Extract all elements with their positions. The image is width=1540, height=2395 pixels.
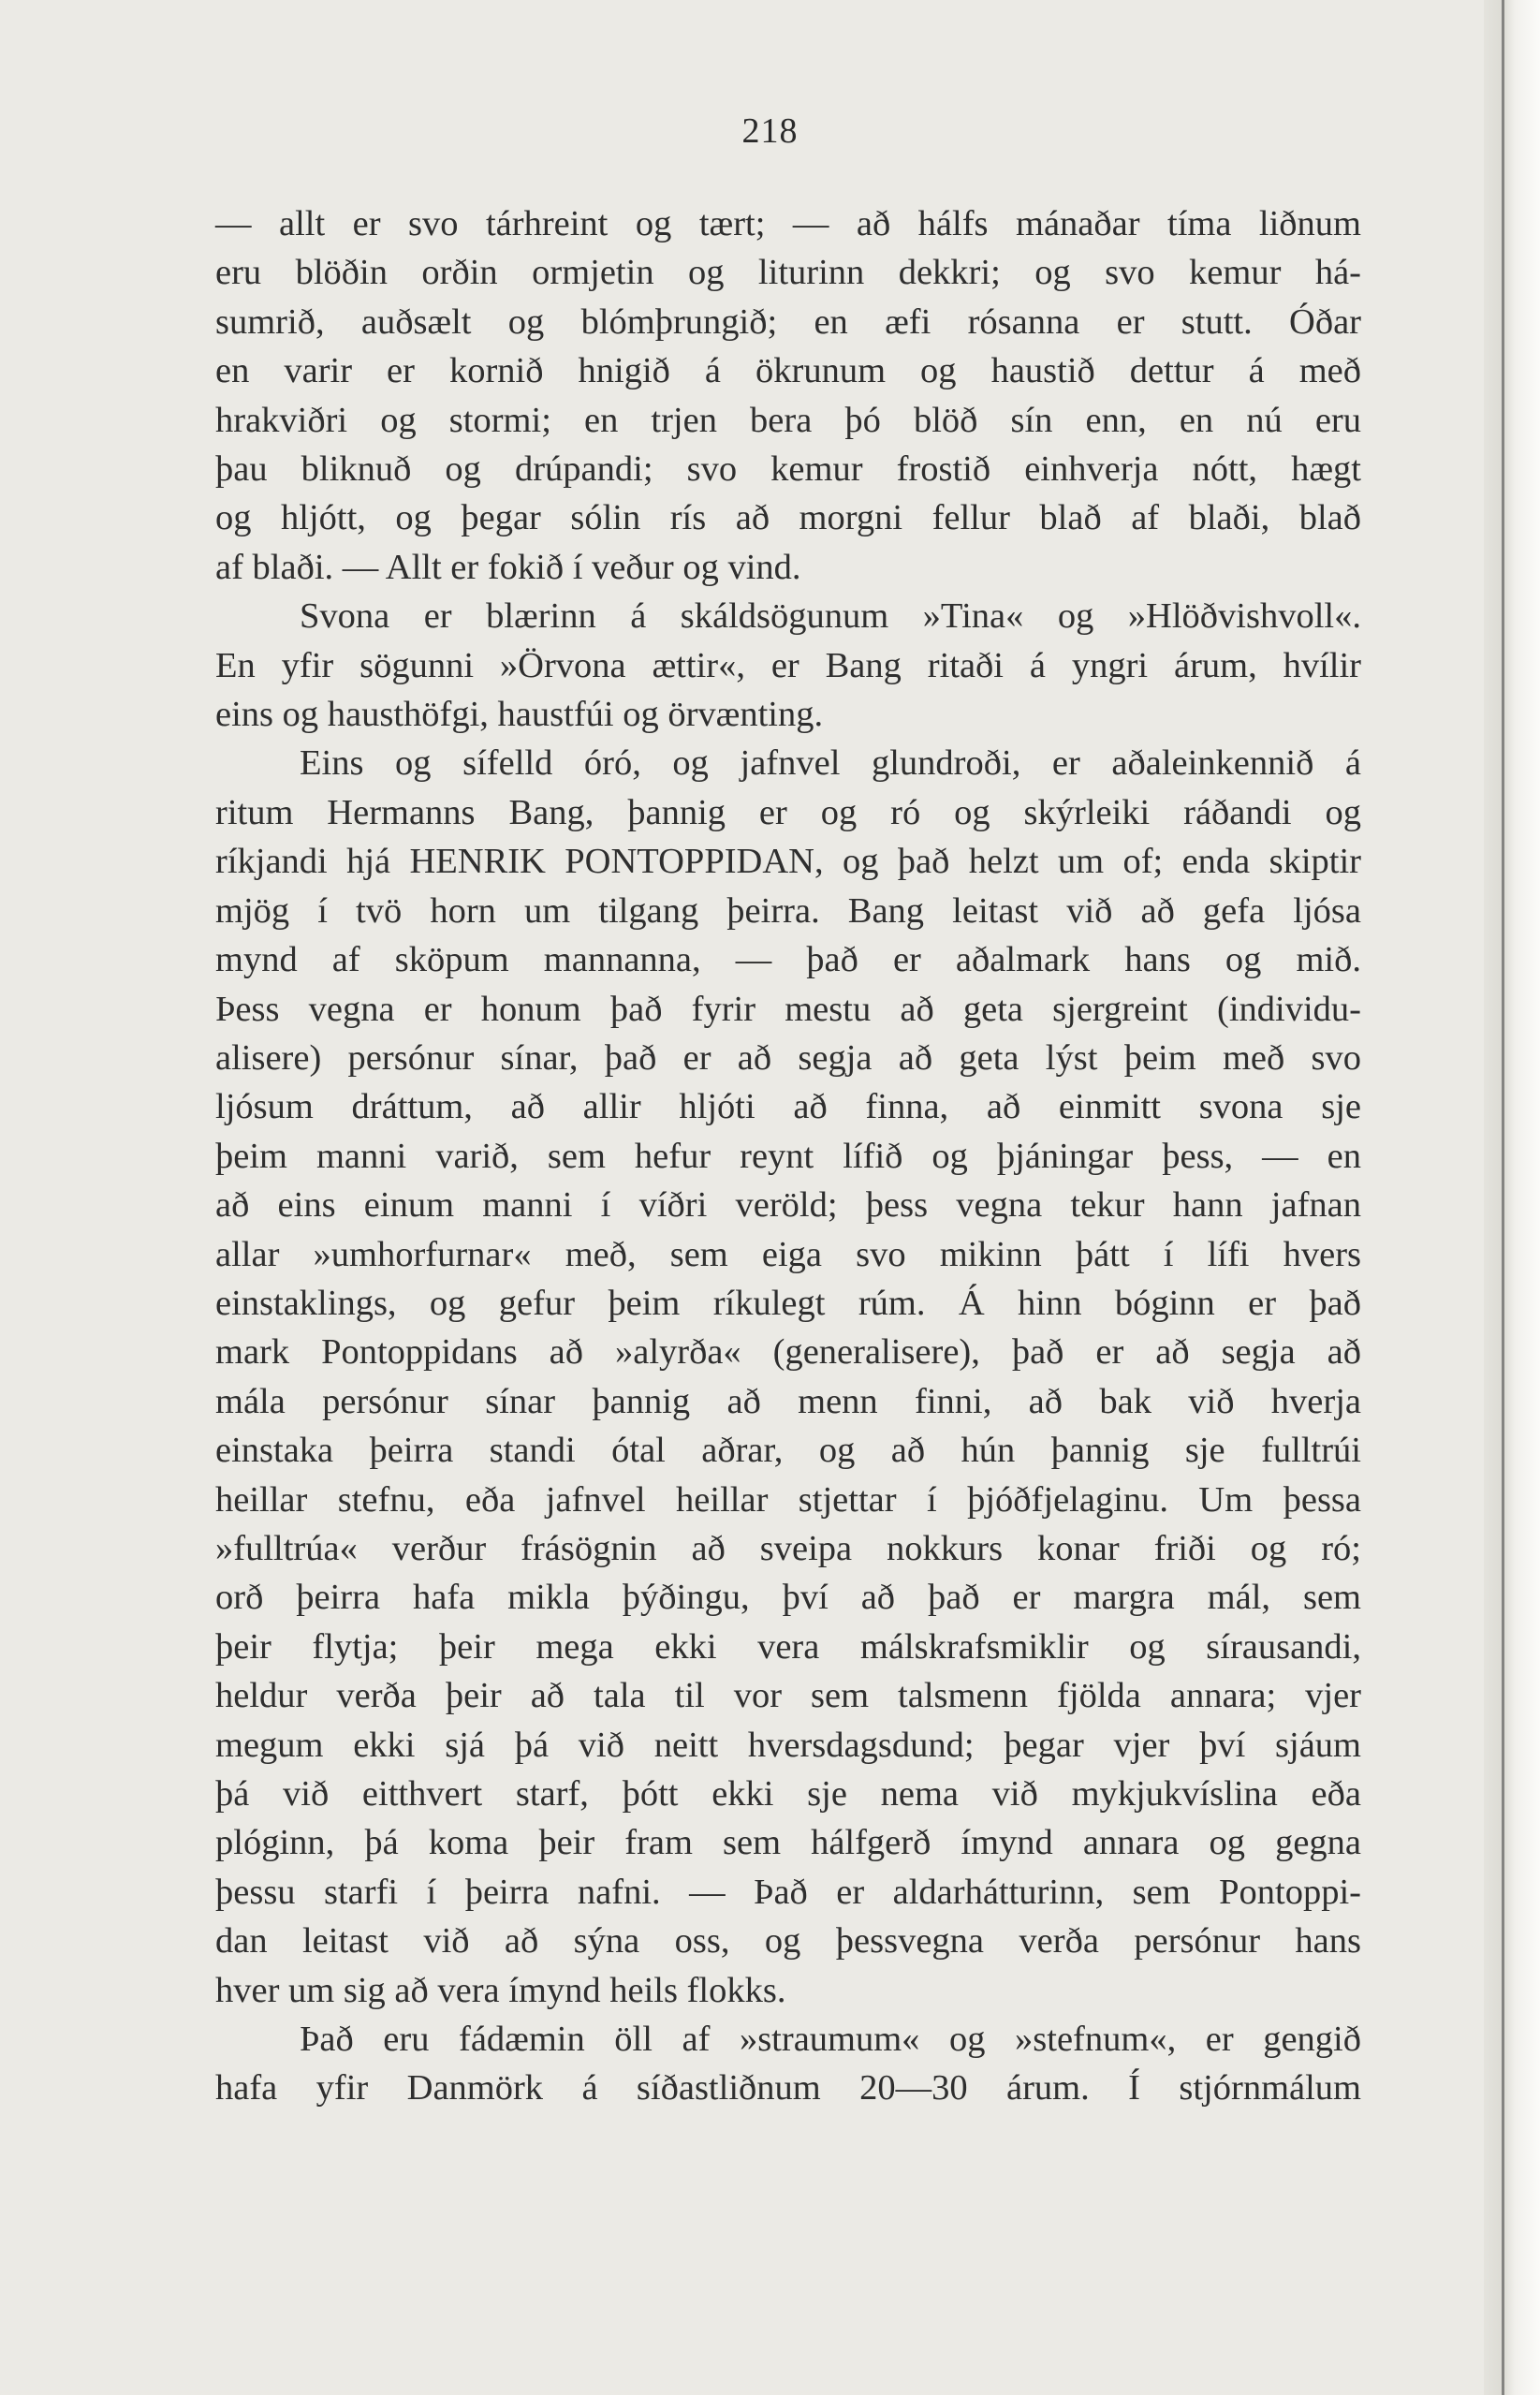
- text-line: allar »umhorfurnar« með, sem eiga svo mikinn þátt í lífi hvers: [215, 1234, 1361, 1274]
- page-edge: [1484, 0, 1540, 2395]
- text-line: og hljótt, og þegar sólin rís að morgni fellur blað af blaði, blað: [215, 498, 1361, 538]
- text-line: hver um sig að vera ímynd heils flokks.: [215, 1970, 786, 2010]
- text-line: En yfir sögunni »Örvona ættir«, er Bang ritaði á yngri árum, hvílir: [215, 645, 1361, 685]
- text-line: Það eru fádæmin öll af »straumum« og »stefnum«, er gengið: [300, 2020, 1361, 2060]
- text-line: þeim manni varið, sem hefur reynt lífið og þjáningar þess, — en: [215, 1136, 1361, 1176]
- text-line: eru blöðin orðin ormjetin og liturinn dekkri; og svo kemur há-: [215, 253, 1361, 293]
- text-line: einstaklings, og gefur þeim ríkulegt rúm. Á hinn bóginn er það: [215, 1283, 1361, 1323]
- text-line: sumrið, auðsælt og blómþrungið; en æfi rósanna er stutt. Óðar: [215, 301, 1361, 342]
- text-line: hrakviðri og stormi; en trjen bera þó blöð sín enn, en nú eru: [215, 400, 1361, 440]
- text-line: Þess vegna er honum það fyrir mestu að geta sjergreint (individu-: [215, 989, 1361, 1029]
- text-line: mála persónur sínar þannig að menn finni, að bak við hverja: [215, 1381, 1361, 1421]
- text-line: »fulltrúa« verður frásögnin að sveipa nokkurs konar friði og ró;: [215, 1528, 1361, 1568]
- text-line: ríkjandi hjá HENRIK PONTOPPIDAN, og það helzt um of; enda skiptir: [215, 842, 1361, 882]
- text-line: ljósum dráttum, að allir hljóti að finna, að einmitt svona sje: [215, 1087, 1361, 1127]
- text-line: heldur verða þeir að tala til vor sem talsmenn fjölda annara; vjer: [215, 1676, 1361, 1716]
- paragraph: [215, 739, 1361, 2015]
- text-line: þeir flytja; þeir mega ekki vera málskrafsmiklir og sírausandi,: [215, 1626, 1361, 1667]
- text-line: en varir er kornið hnigið á ökrunum og haustið dettur á með: [215, 351, 1361, 391]
- text-line: plóginn, þá koma þeir fram sem hálfgerð ímynd annara og gegna: [215, 1823, 1361, 1863]
- text-line: orð þeirra hafa mikla þýðingu, því að það er margra mál, sem: [215, 1578, 1361, 1618]
- text-line: þá við eitthvert starf, þótt ekki sje nema við mykjukvíslina eða: [215, 1774, 1361, 1814]
- text-line: af blaði. — Allt er fokið í veður og vind.: [215, 547, 801, 587]
- paragraph: [215, 199, 1361, 592]
- paragraph: [215, 592, 1361, 739]
- text-line: hafa yfir Danmörk á síðastliðnum 20—30 árum. Í stjórnmálum: [215, 2068, 1361, 2108]
- text-line: heillar stefnu, eða jafnvel heillar stjettar í þjóðfjelaginu. Um þessa: [215, 1479, 1361, 1520]
- text-line: að eins einum manni í víðri veröld; þess vegna tekur hann jafnan: [215, 1185, 1361, 1226]
- text-line: mjög í tvö horn um tilgang þeirra. Bang leitast við að gefa ljósa: [215, 890, 1361, 931]
- text-line: eins og hausthöfgi, haustfúi og örvænting.: [215, 695, 824, 735]
- text-line: — allt er svo tárhreint og tært; — að hálfs mánaðar tíma liðnum: [215, 204, 1361, 243]
- text-line: megum ekki sjá þá við neitt hversdagsdund; þegar vjer því sjáum: [215, 1725, 1361, 1765]
- text-line: mynd af sköpum mannanna, — það er aðalmark hans og mið.: [215, 940, 1361, 980]
- text-line: Eins og sífelld óró, og jafnvel glundroði, er aðaleinkennið á: [300, 743, 1361, 784]
- page-number: 218: [741, 111, 799, 151]
- text-line: ritum Hermanns Bang, þannig er og ró og skýrleiki ráðandi og: [215, 792, 1361, 832]
- paragraph: [215, 2015, 1361, 2113]
- text-line: þau bliknuð og drúpandi; svo kemur frostið einhverja nótt, hægt: [215, 449, 1361, 490]
- page-edge-shadow: [1502, 0, 1504, 2395]
- text-line: dan leitast við að sýna oss, og þessvegna verða persónur hans: [215, 1921, 1361, 1962]
- text-line: Svona er blærinn á skáldsögunum »Tina« og »Hlöðvishvoll«.: [300, 596, 1361, 637]
- text-line: alisere) persónur sínar, það er að segja að geta lýst þeim með svo: [215, 1037, 1361, 1078]
- text-line: einstaka þeirra standi ótal aðrar, og að hún þannig sje fulltrúi: [215, 1431, 1361, 1471]
- text-line: þessu starfi í þeirra nafni. — Það er aldarhátturinn, sem Pontoppi-: [215, 1872, 1361, 1912]
- body-text: [215, 199, 1361, 2113]
- text-line: mark Pontoppidans að »alyrða« (generalisere), það er að segja að: [215, 1332, 1361, 1373]
